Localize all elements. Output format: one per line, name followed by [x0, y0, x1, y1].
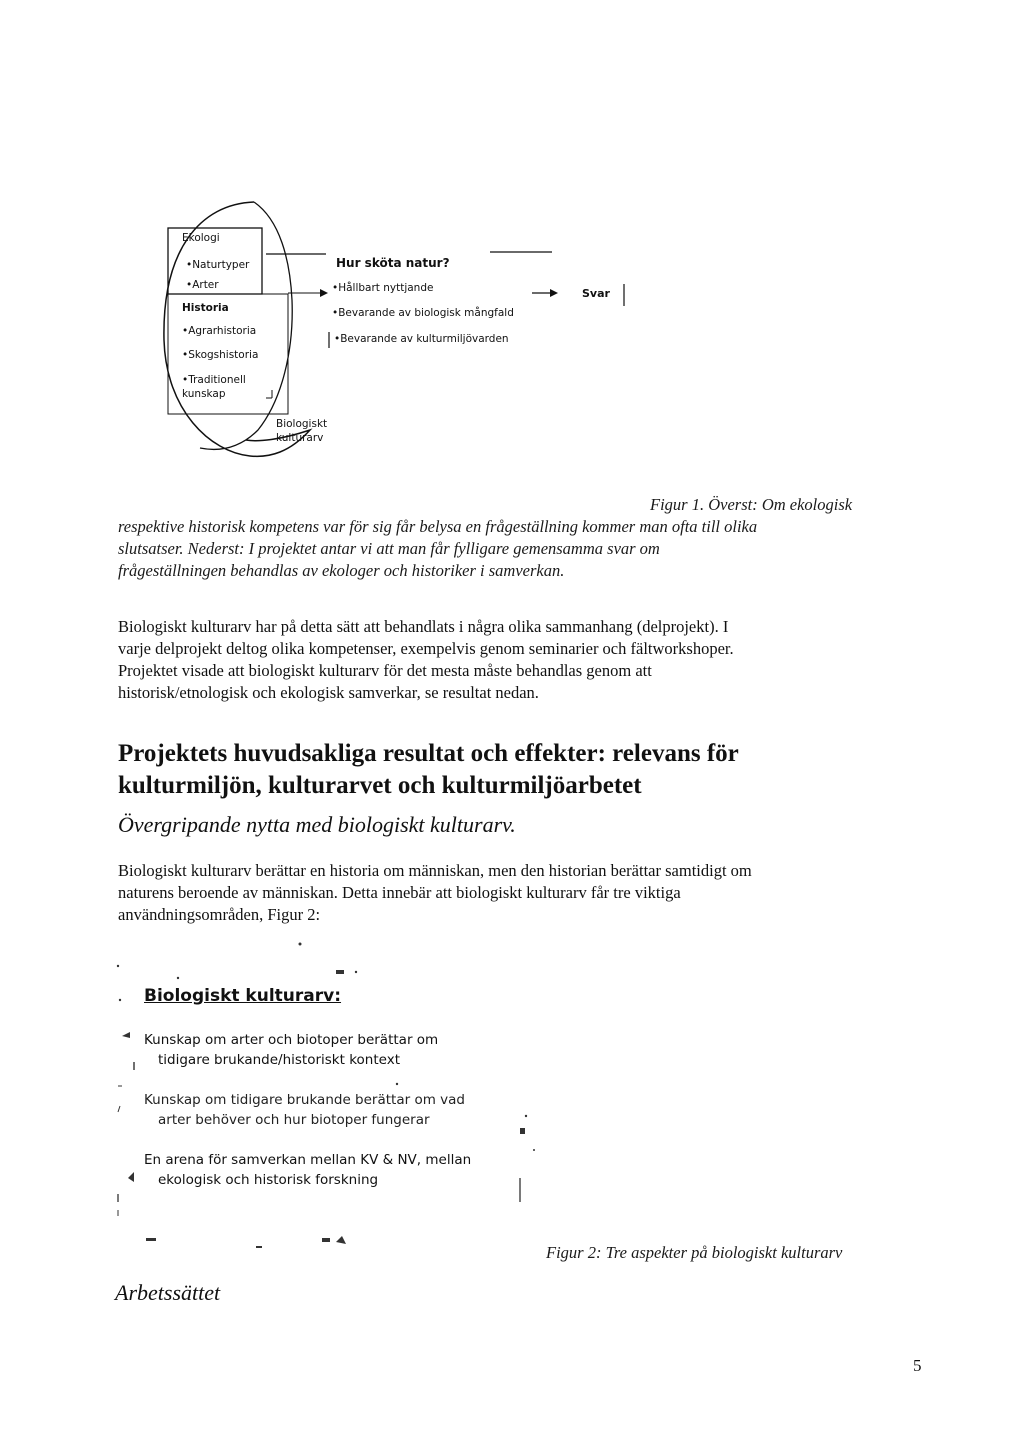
subheading: Övergripande nytta med biologiskt kulturarv. [118, 812, 516, 837]
page-number: 5 [913, 1356, 922, 1375]
paragraph-1-line: historisk/etnologisk och ekologisk samverkar, se resultat nedan. [118, 683, 539, 702]
label-ekologi: Ekologi [182, 232, 220, 244]
caption-figure-1-line-2: respektive historisk kompetens var för sig får belysa en frågeställning kommer man ofta till olika [118, 517, 758, 536]
figure-1 [140, 190, 660, 460]
paragraph-1 [118, 616, 918, 704]
paragraph-2-line: Biologiskt kulturarv berättar en historia om människan, men den historian berättar samtidigt om [118, 861, 752, 880]
label-naturtyper: •Naturtyper [186, 259, 250, 271]
figure-2-item-1-line-2: tidigare brukande/historiskt kontext [158, 1052, 400, 1068]
label-historia: Historia [182, 302, 229, 314]
figure-2-item-3-line-2: ekologisk och historisk forskning [158, 1172, 379, 1188]
figure-2-item-2-line-2: arter behöver och hur biotoper fungerar [158, 1112, 430, 1128]
section-heading-line: kulturmiljön, kulturarvet och kulturmiljöarbetet [118, 772, 642, 799]
caption-figure-1-line-1: Figur 1. Överst: Om ekologisk [650, 495, 853, 514]
label-biologiskt: Biologiskt [276, 418, 328, 430]
figure-2-specks [110, 940, 550, 1260]
label-skogshistoria: •Skogshistoria [182, 349, 259, 361]
caption-figure-1-line-4: frågeställningen behandlas av ekologer och historiker i samverkan. [118, 561, 565, 580]
paragraph-1-line: Biologiskt kulturarv har på detta sätt att behandlats i några olika sammanhang (delprojekt). I [118, 617, 729, 636]
label-kulturarv: kulturarv [276, 432, 324, 444]
label-kunskap: kunskap [182, 388, 226, 400]
question-item-1: •Hållbart nyttjande [332, 282, 434, 294]
works-heading: Arbetssättet [115, 1280, 221, 1305]
question-item-3: •Bevarande av kulturmiljövarden [334, 333, 509, 345]
label-traditionell: •Traditionell [182, 374, 246, 386]
question-item-2: •Bevarande av biologisk mångfald [332, 307, 514, 319]
figure-2-item-2-line-1: Kunskap om tidigare brukande berättar om vad [144, 1092, 465, 1108]
paragraph-2 [118, 860, 918, 926]
label-agrarhistoria: •Agrarhistoria [182, 325, 257, 337]
answer-label: Svar [582, 287, 610, 300]
figure-2-title: Biologiskt kulturarv: [144, 986, 342, 1006]
figure-2-item-1-line-1: Kunskap om arter och biotoper berättar om [144, 1032, 439, 1048]
section-heading [118, 738, 739, 802]
figure-2-item-3-line-1: En arena för samverkan mellan KV & NV, mellan [144, 1152, 472, 1168]
label-arter: •Arter [186, 279, 219, 291]
caption-figure-2: Figur 2: Tre aspekter på biologiskt kulturarv [546, 1243, 843, 1262]
paragraph-1-line: varje delprojekt deltog olika kompetenser, exempelvis genom seminarier och fältworkshoper. [118, 639, 734, 658]
section-heading-line: Projektets huvudsakliga resultat och effekter: relevans för [118, 740, 739, 767]
paragraph-2-line: användningsområden, Figur 2: [118, 905, 321, 924]
question-title: Hur sköta natur? [336, 256, 450, 270]
paragraph-1-line: Projektet visade att biologiskt kulturarv för det mesta måste behandlas genom att [118, 661, 652, 680]
caption-figure-1-line-3: slutsatser. Nederst: I projektet antar vi att man får fylligare gemensamma svar om [118, 539, 660, 558]
paragraph-2-line: naturens beroende av människan. Detta innebär att biologiskt kulturarv får tre viktiga [118, 883, 681, 902]
